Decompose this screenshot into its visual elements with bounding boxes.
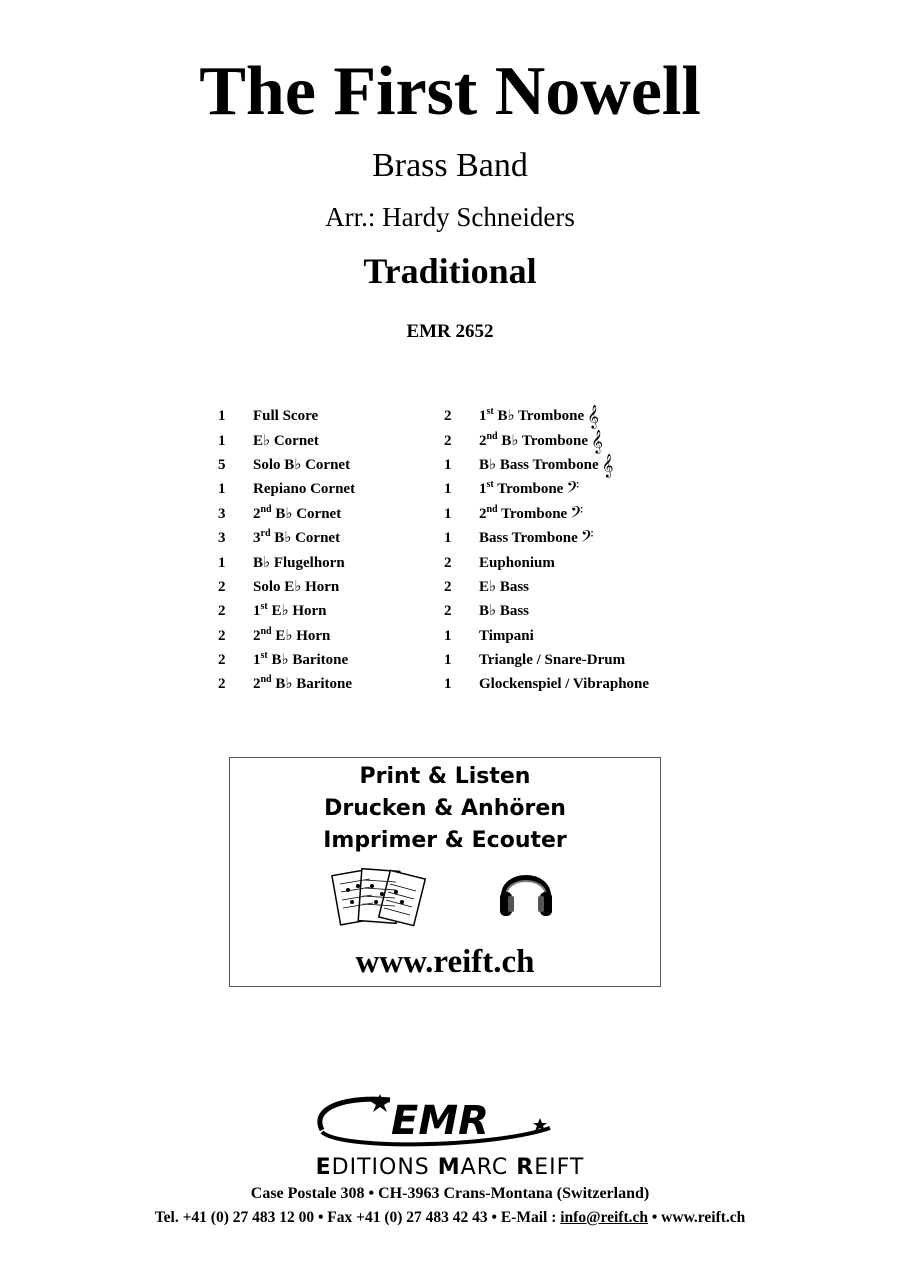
promo-box <box>229 757 661 987</box>
part-label: Glockenspiel / Vibraphone <box>479 676 650 693</box>
part-row <box>444 550 649 574</box>
part-ordinal-suffix: nd <box>260 674 272 686</box>
part-label: Full Score <box>253 408 319 425</box>
part-name <box>479 404 584 428</box>
part-quantity: 1 <box>218 481 226 498</box>
part-row <box>444 624 649 648</box>
part-row <box>444 404 649 428</box>
contact-email-link[interactable]: info@reift.ch <box>560 1209 648 1226</box>
part-quantity: 2 <box>218 627 226 644</box>
part-ordinal: 2 <box>479 505 487 522</box>
part-ordinal: 1 <box>479 408 487 425</box>
part-row <box>444 599 649 623</box>
part-ordinal: 2 <box>253 676 261 693</box>
part-label: E♭ Horn <box>267 603 327 620</box>
part-quantity: 1 <box>444 627 452 644</box>
part-ordinal: 3 <box>253 530 261 547</box>
part-quantity: 1 <box>444 530 452 547</box>
part-label: Triangle / Snare-Drum <box>479 652 626 669</box>
publisher-initial-r: R <box>516 1155 535 1180</box>
part-row <box>444 502 649 526</box>
part-label: B♭ Trombone <box>493 408 585 425</box>
part-label: Euphonium <box>479 554 555 571</box>
part-row <box>444 453 649 477</box>
part-row <box>444 477 649 501</box>
logo-text: EMR <box>391 1098 489 1144</box>
part-quantity: 2 <box>444 554 452 571</box>
part-name <box>479 453 599 477</box>
promo-line-english: Print & Listen <box>359 764 531 789</box>
part-quantity: 2 <box>444 603 452 620</box>
part-ordinal: 1 <box>253 603 261 620</box>
part-label: Solo B♭ Cornet <box>253 456 351 473</box>
part-row <box>218 428 355 452</box>
part-name <box>479 575 529 599</box>
part-name <box>253 672 352 696</box>
parts-list-right <box>444 404 649 697</box>
publisher-initial-e: E <box>315 1155 332 1180</box>
part-name <box>479 551 555 575</box>
part-quantity: 1 <box>444 652 452 669</box>
part-ordinal-suffix: st <box>486 406 494 418</box>
treble-clef-icon: 𝄞 <box>587 404 599 429</box>
part-ordinal-suffix: st <box>486 479 494 491</box>
part-ordinal-suffix: rd <box>260 528 271 540</box>
part-quantity: 1 <box>444 505 452 522</box>
part-name <box>479 502 567 526</box>
part-quantity: 2 <box>218 578 226 595</box>
part-name <box>253 551 345 575</box>
part-row <box>444 526 649 550</box>
part-label: Trombone <box>497 505 568 522</box>
part-name <box>479 672 649 696</box>
part-name <box>253 624 330 648</box>
title: The First Nowell <box>199 53 701 130</box>
part-label: B♭ Bass <box>479 603 530 620</box>
parts-list-left <box>218 404 355 697</box>
part-name <box>253 526 340 550</box>
part-quantity: 3 <box>218 505 226 522</box>
contact-phone-fax: Tel. +41 (0) 27 483 12 00 • Fax +41 (0) 27 483 42 43 • E-Mail : <box>154 1209 561 1226</box>
part-ordinal-suffix: st <box>260 601 268 613</box>
part-row <box>218 477 355 501</box>
part-ordinal-suffix: nd <box>260 503 272 515</box>
part-label: Bass Trombone <box>479 530 578 547</box>
part-label: B♭ Bass Trombone <box>479 456 599 473</box>
part-quantity: 1 <box>218 554 226 571</box>
part-row <box>218 526 355 550</box>
treble-clef-icon: 𝄞 <box>591 428 603 453</box>
part-row <box>218 648 355 672</box>
part-name <box>479 648 625 672</box>
part-name <box>479 526 578 550</box>
bass-clef-icon: 𝄢 <box>580 526 594 551</box>
part-quantity: 2 <box>218 676 226 693</box>
part-quantity: 2 <box>444 432 452 449</box>
part-label: B♭ Flugelhorn <box>253 554 345 571</box>
bass-clef-icon: 𝄢 <box>570 501 584 526</box>
part-label: B♭ Cornet <box>271 505 342 522</box>
part-row <box>444 575 649 599</box>
contact-website[interactable]: • www.reift.ch <box>648 1209 746 1226</box>
part-name <box>253 648 348 672</box>
part-row <box>444 672 649 696</box>
treble-clef-icon: 𝄞 <box>601 452 614 477</box>
part-quantity: 2 <box>218 603 226 620</box>
part-name <box>253 429 319 453</box>
part-quantity: 2 <box>444 578 452 595</box>
headphones-icon <box>494 858 558 922</box>
part-quantity: 1 <box>218 432 226 449</box>
subtitle: Brass Band <box>372 147 528 184</box>
promo-website[interactable]: www.reift.ch <box>355 944 535 980</box>
publisher-word-ditions: DITIONS <box>331 1155 438 1180</box>
part-row <box>218 599 355 623</box>
part-label: B♭ Baritone <box>267 652 349 669</box>
part-name <box>253 404 318 428</box>
part-ordinal-suffix: nd <box>260 625 272 637</box>
part-row <box>218 404 355 428</box>
part-label: B♭ Cornet <box>270 530 341 547</box>
composer: Traditional <box>363 251 537 291</box>
part-name <box>253 599 326 623</box>
catalog-number: EMR 2652 <box>406 321 494 342</box>
part-quantity: 5 <box>218 456 226 473</box>
promo-line-german: Drucken & Anhören <box>324 796 566 821</box>
part-quantity: 2 <box>444 408 452 425</box>
part-row <box>444 428 649 452</box>
part-label: E♭ Horn <box>271 627 331 644</box>
part-row <box>444 648 649 672</box>
part-name <box>479 599 529 623</box>
part-quantity: 1 <box>444 676 452 693</box>
part-row <box>218 550 355 574</box>
part-ordinal: 1 <box>479 481 487 498</box>
part-quantity: 1 <box>218 408 226 425</box>
part-name <box>479 477 563 501</box>
part-label: Solo E♭ Horn <box>253 578 340 595</box>
part-ordinal: 2 <box>253 627 261 644</box>
part-quantity: 1 <box>444 481 452 498</box>
part-name <box>479 624 534 648</box>
part-ordinal-suffix: nd <box>486 430 498 442</box>
emr-logo <box>310 1092 560 1152</box>
part-ordinal-suffix: nd <box>486 503 498 515</box>
part-row <box>218 575 355 599</box>
part-name <box>253 575 339 599</box>
publisher-name <box>0 1154 900 1182</box>
part-label: B♭ Baritone <box>271 676 353 693</box>
publisher-address: Case Postale 308 • CH-3963 Crans-Montana (Switzerland) <box>250 1185 650 1202</box>
arranger: Arr.: Hardy Schneiders <box>325 202 575 232</box>
part-ordinal: 1 <box>253 652 261 669</box>
part-name <box>253 502 341 526</box>
part-name <box>253 477 355 501</box>
part-ordinal-suffix: st <box>260 650 268 662</box>
promo-line-french: Imprimer & Ecouter <box>323 828 567 853</box>
part-row <box>218 453 355 477</box>
publisher-word-arc: ARC <box>460 1155 517 1180</box>
part-row <box>218 672 355 696</box>
part-quantity: 1 <box>444 456 452 473</box>
publisher-word-eift: EIFT <box>534 1155 585 1180</box>
part-quantity: 3 <box>218 530 226 547</box>
part-name <box>253 453 350 477</box>
part-label: Trombone <box>493 481 564 498</box>
part-ordinal: 2 <box>253 505 261 522</box>
publisher-initial-m: M <box>437 1155 461 1180</box>
part-quantity: 2 <box>218 652 226 669</box>
part-label: Repiano Cornet <box>253 481 356 498</box>
part-row <box>218 502 355 526</box>
part-row <box>218 624 355 648</box>
part-name <box>479 429 588 453</box>
sheet-music-icon <box>330 864 426 928</box>
part-ordinal: 2 <box>479 432 487 449</box>
part-label: B♭ Trombone <box>497 432 589 449</box>
part-label: E♭ Cornet <box>253 432 319 449</box>
part-label: E♭ Bass <box>479 578 530 595</box>
publisher-contact <box>0 1208 900 1228</box>
part-label: Timpani <box>479 627 534 644</box>
bass-clef-icon: 𝄢 <box>566 477 580 502</box>
